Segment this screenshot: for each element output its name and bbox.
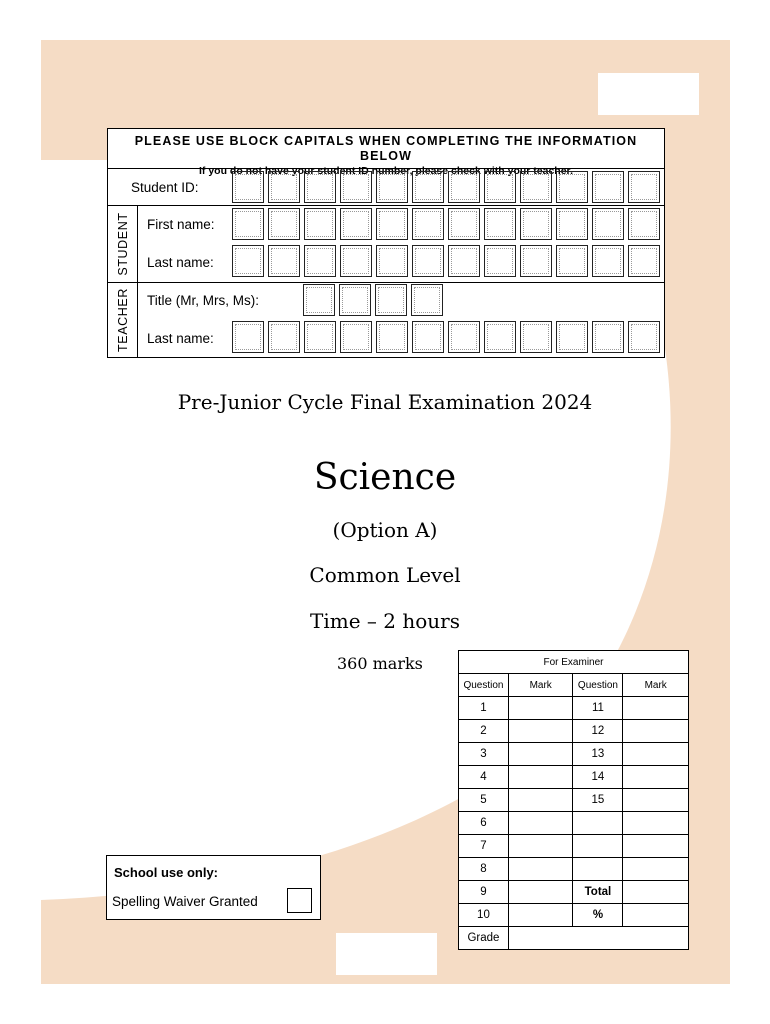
character-cell[interactable]	[412, 321, 444, 353]
question-number-2: 15	[573, 789, 623, 812]
character-cell[interactable]	[484, 245, 516, 277]
school-use-box	[106, 855, 321, 920]
mark-cell[interactable]	[508, 766, 573, 789]
mark-cell-2[interactable]	[623, 720, 689, 743]
character-cell[interactable]	[232, 208, 264, 240]
character-cell[interactable]	[556, 208, 588, 240]
question-number: 3	[459, 743, 509, 766]
examiner-row	[459, 904, 689, 927]
question-number: 9	[459, 881, 509, 904]
character-cell[interactable]	[628, 321, 660, 353]
question-number: 1	[459, 697, 509, 720]
character-cell[interactable]	[303, 284, 335, 316]
last-name-cells	[232, 245, 660, 277]
question-number-2	[573, 835, 623, 858]
character-cell[interactable]	[592, 208, 624, 240]
question-number: 7	[459, 835, 509, 858]
question-number-2	[573, 858, 623, 881]
character-cell[interactable]	[304, 171, 336, 203]
info-header-line2: If you do not have your student ID number, please check with your teacher.	[198, 165, 573, 177]
grade-label: Grade	[459, 927, 509, 950]
student-group-text: STUDENT	[115, 212, 130, 276]
character-cell[interactable]	[268, 208, 300, 240]
mark-cell-2[interactable]	[623, 743, 689, 766]
info-header	[108, 129, 664, 177]
student-group	[108, 206, 664, 283]
character-cell[interactable]	[268, 321, 300, 353]
character-cell[interactable]	[304, 208, 336, 240]
character-cell[interactable]	[304, 321, 336, 353]
character-cell[interactable]	[340, 171, 372, 203]
mark-cell-2[interactable]	[623, 789, 689, 812]
character-cell[interactable]	[520, 171, 552, 203]
bottom-label-area	[336, 933, 437, 975]
character-cell[interactable]	[268, 171, 300, 203]
last-name-label: Last name:	[147, 255, 214, 270]
character-cell[interactable]	[556, 245, 588, 277]
col-question-header-2: Question	[573, 674, 623, 697]
mark-cell-2[interactable]	[623, 812, 689, 835]
grade-cell[interactable]	[508, 927, 688, 950]
examiner-row	[459, 858, 689, 881]
character-cell[interactable]	[339, 284, 371, 316]
character-cell[interactable]	[412, 245, 444, 277]
mark-cell-2[interactable]	[623, 858, 689, 881]
col-question-header: Question	[459, 674, 509, 697]
character-cell[interactable]	[448, 245, 480, 277]
character-cell[interactable]	[556, 171, 588, 203]
character-cell[interactable]	[376, 321, 408, 353]
first-name-cells	[232, 208, 660, 240]
spelling-waiver-label: Spelling Waiver Granted	[112, 894, 258, 909]
mark-cell-2[interactable]	[623, 904, 689, 927]
examiner-row	[459, 812, 689, 835]
examiner-row	[459, 835, 689, 858]
mark-cell[interactable]	[508, 858, 573, 881]
mark-cell[interactable]	[508, 720, 573, 743]
character-cell[interactable]	[484, 171, 516, 203]
mark-cell[interactable]	[508, 835, 573, 858]
info-header-line1: PLEASE USE BLOCK CAPITALS WHEN COMPLETING THE INFORMATION BELOW	[134, 134, 638, 163]
character-cell[interactable]	[520, 208, 552, 240]
question-number-2: Total	[573, 881, 623, 904]
examiner-table-title: For Examiner	[459, 651, 689, 674]
character-cell[interactable]	[556, 321, 588, 353]
question-number: 5	[459, 789, 509, 812]
teacher-last-name-cells	[232, 321, 660, 353]
character-cell[interactable]	[232, 245, 264, 277]
character-cell[interactable]	[412, 208, 444, 240]
character-cell[interactable]	[448, 208, 480, 240]
mark-cell[interactable]	[508, 812, 573, 835]
question-number: 8	[459, 858, 509, 881]
top-right-label-area	[598, 73, 699, 115]
character-cell[interactable]	[376, 208, 408, 240]
character-cell[interactable]	[304, 245, 336, 277]
col-mark-header-2: Mark	[623, 674, 689, 697]
question-number-2: 13	[573, 743, 623, 766]
school-use-heading: School use only:	[114, 865, 219, 880]
examiner-row	[459, 743, 689, 766]
character-cell[interactable]	[340, 245, 372, 277]
exam-title: Pre-Junior Cycle Final Examination 2024	[177, 390, 593, 414]
candidate-info-box	[107, 128, 665, 358]
marks-label: 360 marks	[337, 654, 423, 673]
student-id-row	[108, 169, 664, 206]
mark-cell-2[interactable]	[623, 697, 689, 720]
mark-cell[interactable]	[508, 789, 573, 812]
examiner-row	[459, 789, 689, 812]
title-label: Title (Mr, Mrs, Ms):	[147, 293, 259, 308]
option-label: (Option A)	[332, 518, 438, 542]
character-cell[interactable]	[592, 171, 624, 203]
character-cell[interactable]	[268, 245, 300, 277]
teacher-group-text: TEACHER	[115, 288, 130, 352]
grade-row	[459, 927, 689, 950]
mark-cell[interactable]	[508, 881, 573, 904]
character-cell[interactable]	[232, 171, 264, 203]
character-cell[interactable]	[592, 321, 624, 353]
character-cell[interactable]	[411, 284, 443, 316]
character-cell[interactable]	[376, 171, 408, 203]
student-group-label	[108, 206, 138, 282]
examiner-row	[459, 881, 689, 904]
examiner-table	[458, 650, 689, 950]
character-cell[interactable]	[520, 321, 552, 353]
character-cell[interactable]	[484, 208, 516, 240]
character-cell[interactable]	[448, 321, 480, 353]
character-cell[interactable]	[412, 171, 444, 203]
character-cell[interactable]	[484, 321, 516, 353]
mark-cell-2[interactable]	[623, 766, 689, 789]
character-cell[interactable]	[520, 245, 552, 277]
question-number: 4	[459, 766, 509, 789]
col-mark-header: Mark	[508, 674, 573, 697]
question-number: 6	[459, 812, 509, 835]
question-number-2: 12	[573, 720, 623, 743]
mark-cell[interactable]	[508, 904, 573, 927]
teacher-group	[108, 283, 664, 357]
title-cells	[303, 284, 443, 316]
examiner-row	[459, 697, 689, 720]
character-cell[interactable]	[448, 171, 480, 203]
mark-cell[interactable]	[508, 743, 573, 766]
character-cell[interactable]	[375, 284, 407, 316]
time-label: Time – 2 hours	[310, 609, 460, 633]
teacher-last-name-label: Last name:	[147, 331, 214, 346]
character-cell[interactable]	[340, 208, 372, 240]
mark-cell-2[interactable]	[623, 835, 689, 858]
character-cell[interactable]	[628, 171, 660, 203]
question-number-2: 14	[573, 766, 623, 789]
character-cell[interactable]	[232, 321, 264, 353]
examiner-row	[459, 766, 689, 789]
question-number-2: 11	[573, 697, 623, 720]
question-number: 10	[459, 904, 509, 927]
character-cell[interactable]	[376, 245, 408, 277]
student-id-cells	[232, 171, 660, 203]
spelling-waiver-checkbox[interactable]	[287, 888, 312, 913]
examiner-row	[459, 720, 689, 743]
character-cell[interactable]	[340, 321, 372, 353]
mark-cell[interactable]	[508, 697, 573, 720]
first-name-label: First name:	[147, 217, 215, 232]
question-number-2	[573, 812, 623, 835]
level-label: Common Level	[309, 563, 461, 587]
student-id-label: Student ID:	[131, 180, 199, 195]
subject-title: Science	[313, 457, 457, 498]
character-cell[interactable]	[628, 208, 660, 240]
mark-cell-2[interactable]	[623, 881, 689, 904]
character-cell[interactable]	[592, 245, 624, 277]
character-cell[interactable]	[628, 245, 660, 277]
question-number-2: %	[573, 904, 623, 927]
question-number: 2	[459, 720, 509, 743]
teacher-group-label	[108, 283, 138, 357]
